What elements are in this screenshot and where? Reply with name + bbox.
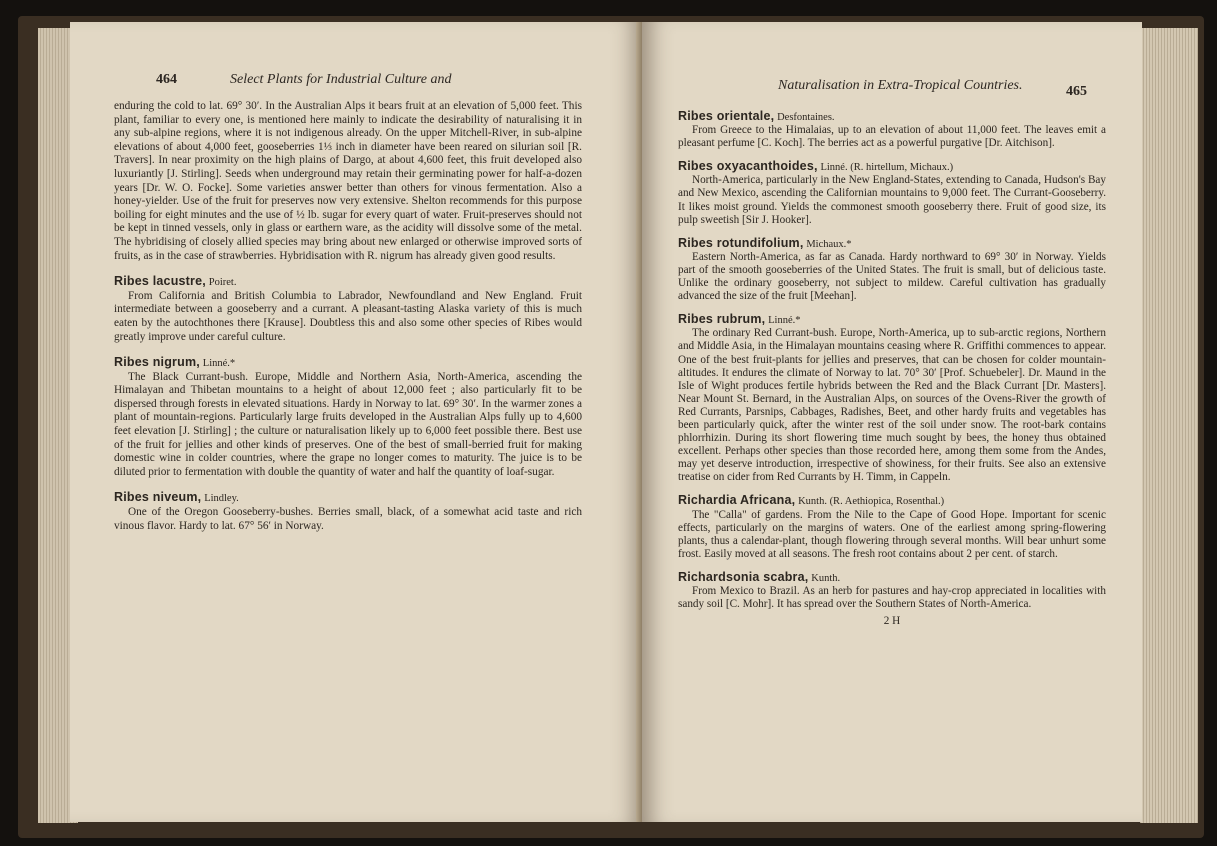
entry-heading <box>678 571 1106 585</box>
entry-heading <box>114 356 582 371</box>
intro-text: enduring the cold to lat. 69° 30′. In the Australian Alps it bears fruit at an elevation of 5,000 feet. This plant, familiar to every one, is mentioned here mainly to indicate the desirability of naturalising it in any sub-alpine regions, where it is not indigenous already. On the upper Mitchell-River, in sub-alpine elevations of about 4,000 feet, gooseberries 1⅓ inch in diameter have been reared on silurian soil [R. Travers]. In near proximity on the high plains of Dargo, at about 4,600 feet, this fruit developed also luxuriantly [J. Stirling]. Seeds when underground may retain their germinating power for half-a-dozen years [Dr. W. O. Focke]. Some varieties answer better than others for vinous fermentation. Also a honey-yielder. Use of the fruit for preserves now very extensive. Shelton recommends for this purpose boiling for eight minutes and the use of ½ lb. sugar for every quart of water. Fruit-preserves should not be kept in tinned vessels, only in glass or earthern ware, as the acidity will dissolve some of the metal. The hybridising of closely allied species may bring about new enlarged or otherwise improved sorts of fruits, as in the case of strawberries. Hybridisation with R. nigrum has already given good results. <box>114 100 582 262</box>
entry-authority: Linné. (R. hirtellum, Michaux.) <box>820 162 954 174</box>
left-running-head-text: Select Plants for Industrial Culture and <box>230 72 452 87</box>
entry-ribes-niveum <box>114 491 582 533</box>
right-page <box>642 22 1142 822</box>
left-page <box>70 22 642 822</box>
entry-name: Ribes lacustre, <box>114 274 206 289</box>
entry-name: Ribes orientale, <box>678 109 775 123</box>
right-column <box>678 110 1106 628</box>
entry-name: Ribes oxyacanthoides, <box>678 159 818 174</box>
left-intro <box>114 100 582 263</box>
entry-ribes-oxyacanthoides <box>678 160 1106 226</box>
entry-text: One of the Oregon Gooseberry-bushes. Berries small, black, of a somewhat acid taste and rich vinous flavor. Hardy to lat. 67° 56′ in Norway. <box>114 506 582 532</box>
entry-name: Ribes rotundifolium, <box>678 235 804 250</box>
entry-name: Richardsonia scabra, <box>678 569 809 584</box>
right-page-number: 465 <box>1066 84 1087 99</box>
entry-authority: Linné.* <box>768 315 801 327</box>
entry-ribes-lacustre <box>114 275 582 344</box>
left-page-number: 464 <box>156 72 177 87</box>
entry-authority: Kunth. (R. Aethiopica, Rosenthal.) <box>798 496 945 508</box>
entry-text: The "Calla" of gardens. From the Nile to the Cape of Good Hope. Important for scenic effects, particularly on the margins of waters. One of the earliest among spring-flowering plants, thus a calendar-plant, though flowering through several months. Will bear unhurt some frost. Easily moved at all seasons. The fresh root contains about 2 per cent. of starch. <box>678 508 1106 560</box>
entry-heading <box>678 110 1106 124</box>
left-running-head <box>156 72 452 88</box>
entry-heading <box>678 237 1106 251</box>
entry-text: From Greece to the Himalaias, up to an elevation of about 11,000 feet. The leaves emit a pleasant perfume [C. Koch]. The berries act as a powerful purgative [Dr. Aitchison]. <box>678 124 1106 150</box>
entry-text: Eastern North-America, as far as Canada. Hardy northward to 69° 30′ in Norway. Yields part of the smooth gooseberries of the United States. The fruit is small, but of delicious taste. Unlike the ordinary gooseberry, not subject to mildew. Careful cultivation has gradually advanced the size of the fruit [Meehan]. <box>678 250 1106 303</box>
entry-name: Richardia Africana, <box>678 493 796 508</box>
entry-authority: Michaux.* <box>806 238 852 250</box>
entry-text: The ordinary Red Currant-bush. Europe, North-America, up to sub-arctic regions, Northern and Middle Asia, in the Himalayan mountains ceasing where R. Griffithi commences to appear. One of the best fruit-plants for jellies and preserves, that can be chosen for colder mountain-altitudes. It endures the climate of Norway to lat. 70° 30′ [Prof. Schuebeler]. Dr. Maund in the Isle of Wight produces fertile hybrids between the Red and the Black Currant [Dr. Masters]. Near Mount St. Bernard, in the Australian Alps, on sources of the Ovens-River the growth of Red Currants, Parsnips, Cabbages, Radishes, Beet, and other hardy fruits and vegetables has been particularly quick, after the winter rest of the soil under snow. The root-bark contains phlorrhizin. During its short flowering time much sought by bees, the honey thus obtained excellent. Perhaps other species than those recorded here, among them some from the Andes, may yet deserve introduction, irrespective of showiness, for their fruits. See also an extensive treatise on cider from Red Currants by H. Timm, in Cappeln. <box>678 327 1106 484</box>
entry-name: Ribes niveum, <box>114 490 202 505</box>
entry-heading <box>678 160 1106 174</box>
entry-authority: Poiret. <box>208 277 237 289</box>
left-column <box>114 100 582 545</box>
entry-heading <box>678 313 1106 327</box>
entry-text: From Mexico to Brazil. As an herb for pastures and hay-crop appreciated in localities with sandy soil [C. Mohr]. It has spread over the Southern States of North-America. <box>678 585 1106 611</box>
entry-authority: Desfontaines. <box>777 112 835 123</box>
entry-authority: Linné.* <box>202 358 236 370</box>
entry-text: North-America, particularly in the New England-States, extending to Canada, Hudson's Bay and New Mexico, ascending the Californian mountains to 9,000 feet. The Currant-Gooseberry. It likes moist ground. Yields the commonest smooth gooseberry there. Fruit of good size, its pulp sweetish [Sir J. Hooker]. <box>678 174 1106 226</box>
entry-richardsonia-scabra <box>678 571 1106 611</box>
entry-authority: Lindley. <box>204 493 239 505</box>
entry-heading <box>678 494 1106 508</box>
entry-heading <box>114 275 582 290</box>
right-running-head <box>778 78 1087 99</box>
page-edges-right <box>1140 28 1198 823</box>
entry-ribes-orientale <box>678 110 1106 150</box>
entry-text: The Black Currant-bush. Europe, Middle and Northern Asia, North-America, ascending the Himalayan and Thibetan mountains to a height of about 12,000 feet ; also particularly fit to be dispersed through forests in elevated situations. Hardy in Norway to lat. 69° 30′. In the warmer zones a plant of mountain-regions. Particularly large fruits developed in the Australian Alps fully up to 4,600 feet elevation [J. Stirling] ; the culture or naturalisation likely up to 6,000 feet possible there. Best use of the fruit for jellies and other kinds of preserves. One of the best of small-berried fruit for making domestic wine in colder countries, where the grape no longer comes to maturity. The juice is to be diluted prior to fermentation with double the quantity of water and half the quantity of loaf-sugar. <box>114 370 582 478</box>
entry-ribes-nigrum <box>114 356 582 479</box>
right-running-head-text: Naturalisation in Extra-Tropical Countries. <box>778 78 1023 93</box>
entry-name: Ribes nigrum, <box>114 355 200 370</box>
entry-ribes-rotundifolium <box>678 237 1106 303</box>
entry-text: From California and British Columbia to Labrador, Newfoundland and New England. Fruit intermediate between a gooseberry and a currant. A pleasant-tasting Alaska variety of this is much eaten by the autochthones there [Krause]. Doubtless this and also some other species of Ribes would greatly improve under careful culture. <box>114 289 582 343</box>
entry-richardia-africana <box>678 494 1106 560</box>
signature-mark: 2 H <box>883 615 901 628</box>
entry-authority: Kunth. <box>811 572 841 584</box>
entry-ribes-rubrum <box>678 313 1106 484</box>
entry-name: Ribes rubrum, <box>678 312 766 327</box>
entry-heading <box>114 491 582 506</box>
